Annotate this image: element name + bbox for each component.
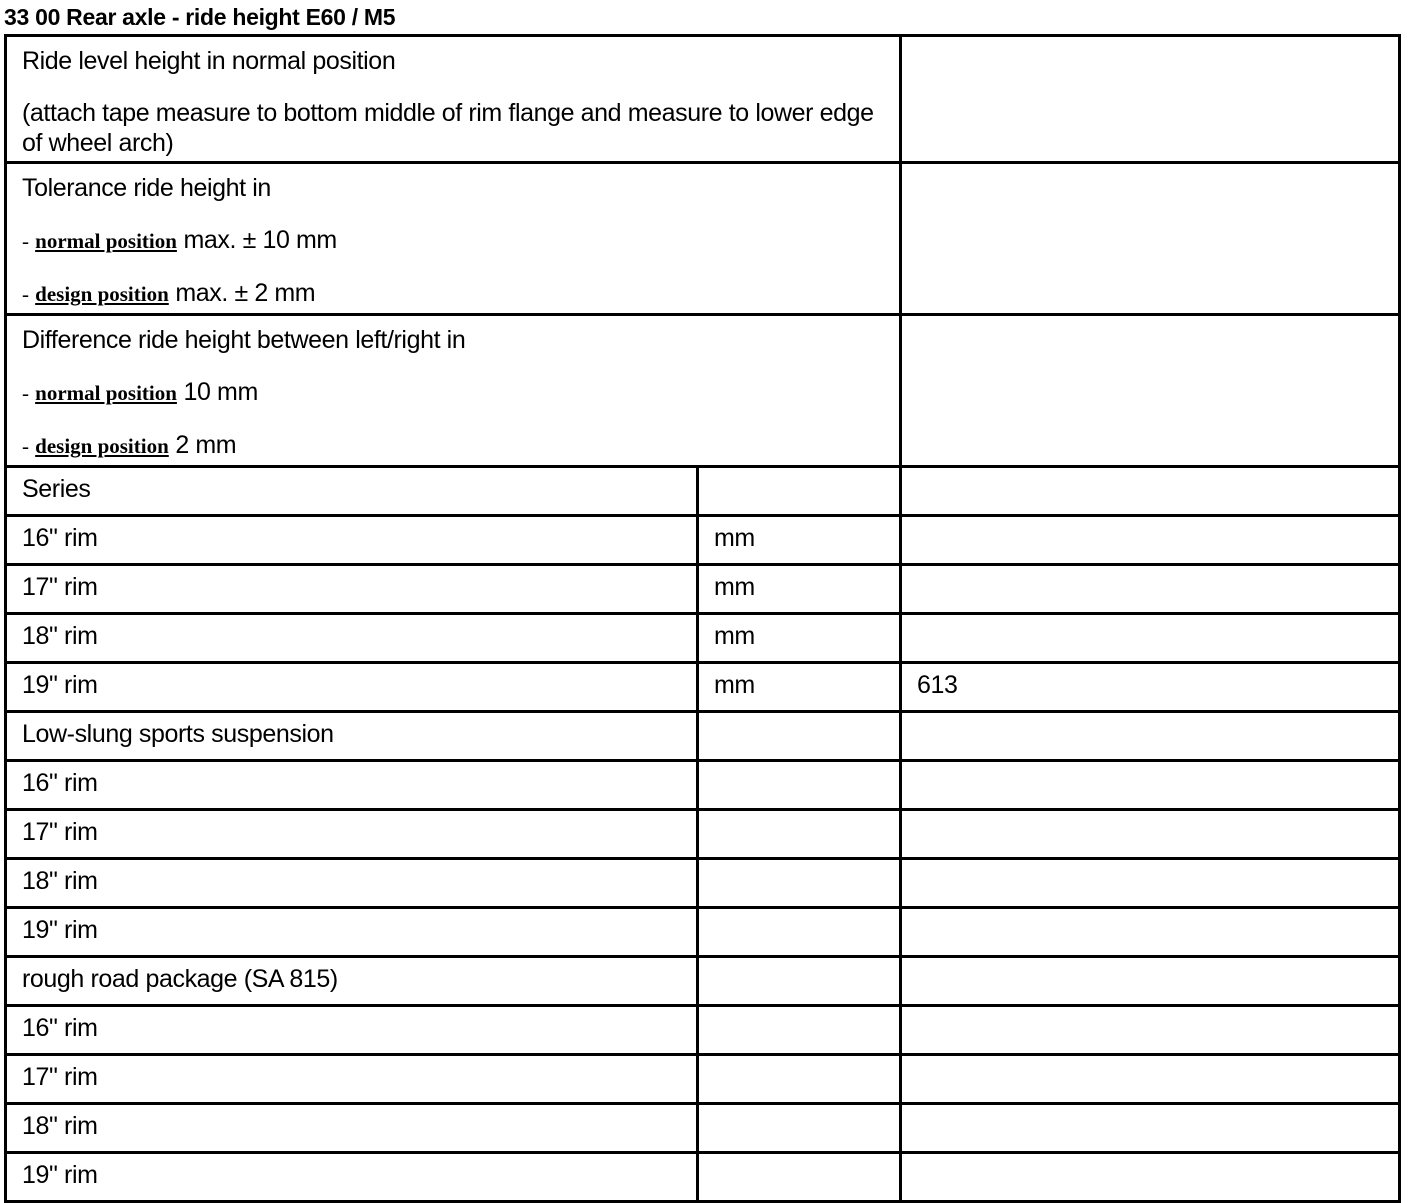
row-label: 17" rim bbox=[6, 1055, 698, 1104]
row-label: 16" rim bbox=[6, 761, 698, 810]
difference-design-label: design position bbox=[35, 434, 169, 458]
row-value bbox=[901, 1006, 1400, 1055]
difference-normal-line bbox=[22, 377, 899, 408]
row-value bbox=[901, 908, 1400, 957]
row-value bbox=[901, 1055, 1400, 1104]
difference-design-value: 2 mm bbox=[175, 431, 237, 459]
row-unit: mm bbox=[698, 565, 901, 614]
tolerance-value-cell bbox=[901, 163, 1400, 315]
table-row bbox=[6, 1104, 1400, 1153]
ride-level-description bbox=[6, 36, 901, 163]
row-label: 16" rim bbox=[6, 516, 698, 565]
row-label: 19" rim bbox=[6, 1153, 698, 1202]
row-unit bbox=[698, 1055, 901, 1104]
row-label: 18" rim bbox=[6, 614, 698, 663]
row-unit bbox=[698, 761, 901, 810]
row-value bbox=[901, 467, 1400, 516]
row-label: rough road package (SA 815) bbox=[6, 957, 698, 1006]
tolerance-row bbox=[6, 163, 1400, 315]
table-row bbox=[6, 1153, 1400, 1202]
row-value bbox=[901, 614, 1400, 663]
table-row bbox=[6, 957, 1400, 1006]
ride-level-instruction: (attach tape measure to bottom middle of rim flange and measure to lower edge of wheel arch) bbox=[22, 99, 874, 157]
table-row bbox=[6, 1055, 1400, 1104]
tolerance-normal-dash: - bbox=[22, 229, 29, 253]
table-row bbox=[6, 1006, 1400, 1055]
tolerance-design-value: max. ± 2 mm bbox=[175, 279, 316, 307]
row-value bbox=[901, 712, 1400, 761]
row-unit: mm bbox=[698, 614, 901, 663]
ride-level-value-cell bbox=[901, 36, 1400, 163]
ride-level-heading: Ride level height in normal position bbox=[22, 47, 396, 75]
difference-normal-value: 10 mm bbox=[183, 378, 258, 406]
row-unit: mm bbox=[698, 663, 901, 712]
row-value bbox=[901, 761, 1400, 810]
row-unit bbox=[698, 1006, 901, 1055]
row-label: 17" rim bbox=[6, 565, 698, 614]
table-row bbox=[6, 516, 1400, 565]
difference-design-line bbox=[22, 430, 899, 461]
table-row bbox=[6, 712, 1400, 761]
row-label: 19" rim bbox=[6, 908, 698, 957]
ride-height-table bbox=[4, 34, 1401, 1203]
document-title: 33 00 Rear axle - ride height E60 / M5 bbox=[4, 4, 396, 30]
table-row bbox=[6, 614, 1400, 663]
difference-design-dash: - bbox=[22, 434, 29, 458]
row-value bbox=[901, 1153, 1400, 1202]
table-row bbox=[6, 810, 1400, 859]
row-value: 613 bbox=[901, 663, 1400, 712]
row-label: 16" rim bbox=[6, 1006, 698, 1055]
tolerance-normal-value: max. ± 10 mm bbox=[183, 226, 337, 254]
row-label: Series bbox=[6, 467, 698, 516]
row-label: 18" rim bbox=[6, 1104, 698, 1153]
table-row bbox=[6, 859, 1400, 908]
row-unit bbox=[698, 712, 901, 761]
ride-level-row bbox=[6, 36, 1400, 163]
difference-heading: Difference ride height between left/right in bbox=[22, 326, 466, 354]
row-label: Low-slung sports suspension bbox=[6, 712, 698, 761]
row-unit bbox=[698, 908, 901, 957]
difference-description bbox=[6, 315, 901, 467]
row-unit bbox=[698, 1104, 901, 1153]
row-unit bbox=[698, 859, 901, 908]
row-unit bbox=[698, 467, 901, 516]
difference-value-cell bbox=[901, 315, 1400, 467]
tolerance-normal-label: normal position bbox=[35, 229, 177, 253]
difference-normal-dash: - bbox=[22, 381, 29, 405]
difference-row bbox=[6, 315, 1400, 467]
table-row bbox=[6, 663, 1400, 712]
row-value bbox=[901, 565, 1400, 614]
tolerance-design-line bbox=[22, 278, 899, 309]
row-label: 18" rim bbox=[6, 859, 698, 908]
tolerance-heading: Tolerance ride height in bbox=[22, 174, 271, 202]
table-row bbox=[6, 761, 1400, 810]
row-value bbox=[901, 516, 1400, 565]
tolerance-design-dash: - bbox=[22, 282, 29, 306]
row-value bbox=[901, 859, 1400, 908]
row-value bbox=[901, 810, 1400, 859]
tolerance-design-label: design position bbox=[35, 282, 169, 306]
row-unit: mm bbox=[698, 516, 901, 565]
row-unit bbox=[698, 810, 901, 859]
tolerance-normal-line bbox=[22, 225, 899, 256]
tolerance-description bbox=[6, 163, 901, 315]
table-row bbox=[6, 908, 1400, 957]
row-label: 17" rim bbox=[6, 810, 698, 859]
table-row bbox=[6, 565, 1400, 614]
row-value bbox=[901, 1104, 1400, 1153]
row-unit bbox=[698, 957, 901, 1006]
row-value bbox=[901, 957, 1400, 1006]
row-label: 19" rim bbox=[6, 663, 698, 712]
row-unit bbox=[698, 1153, 901, 1202]
table-row bbox=[6, 467, 1400, 516]
difference-normal-label: normal position bbox=[35, 381, 177, 405]
